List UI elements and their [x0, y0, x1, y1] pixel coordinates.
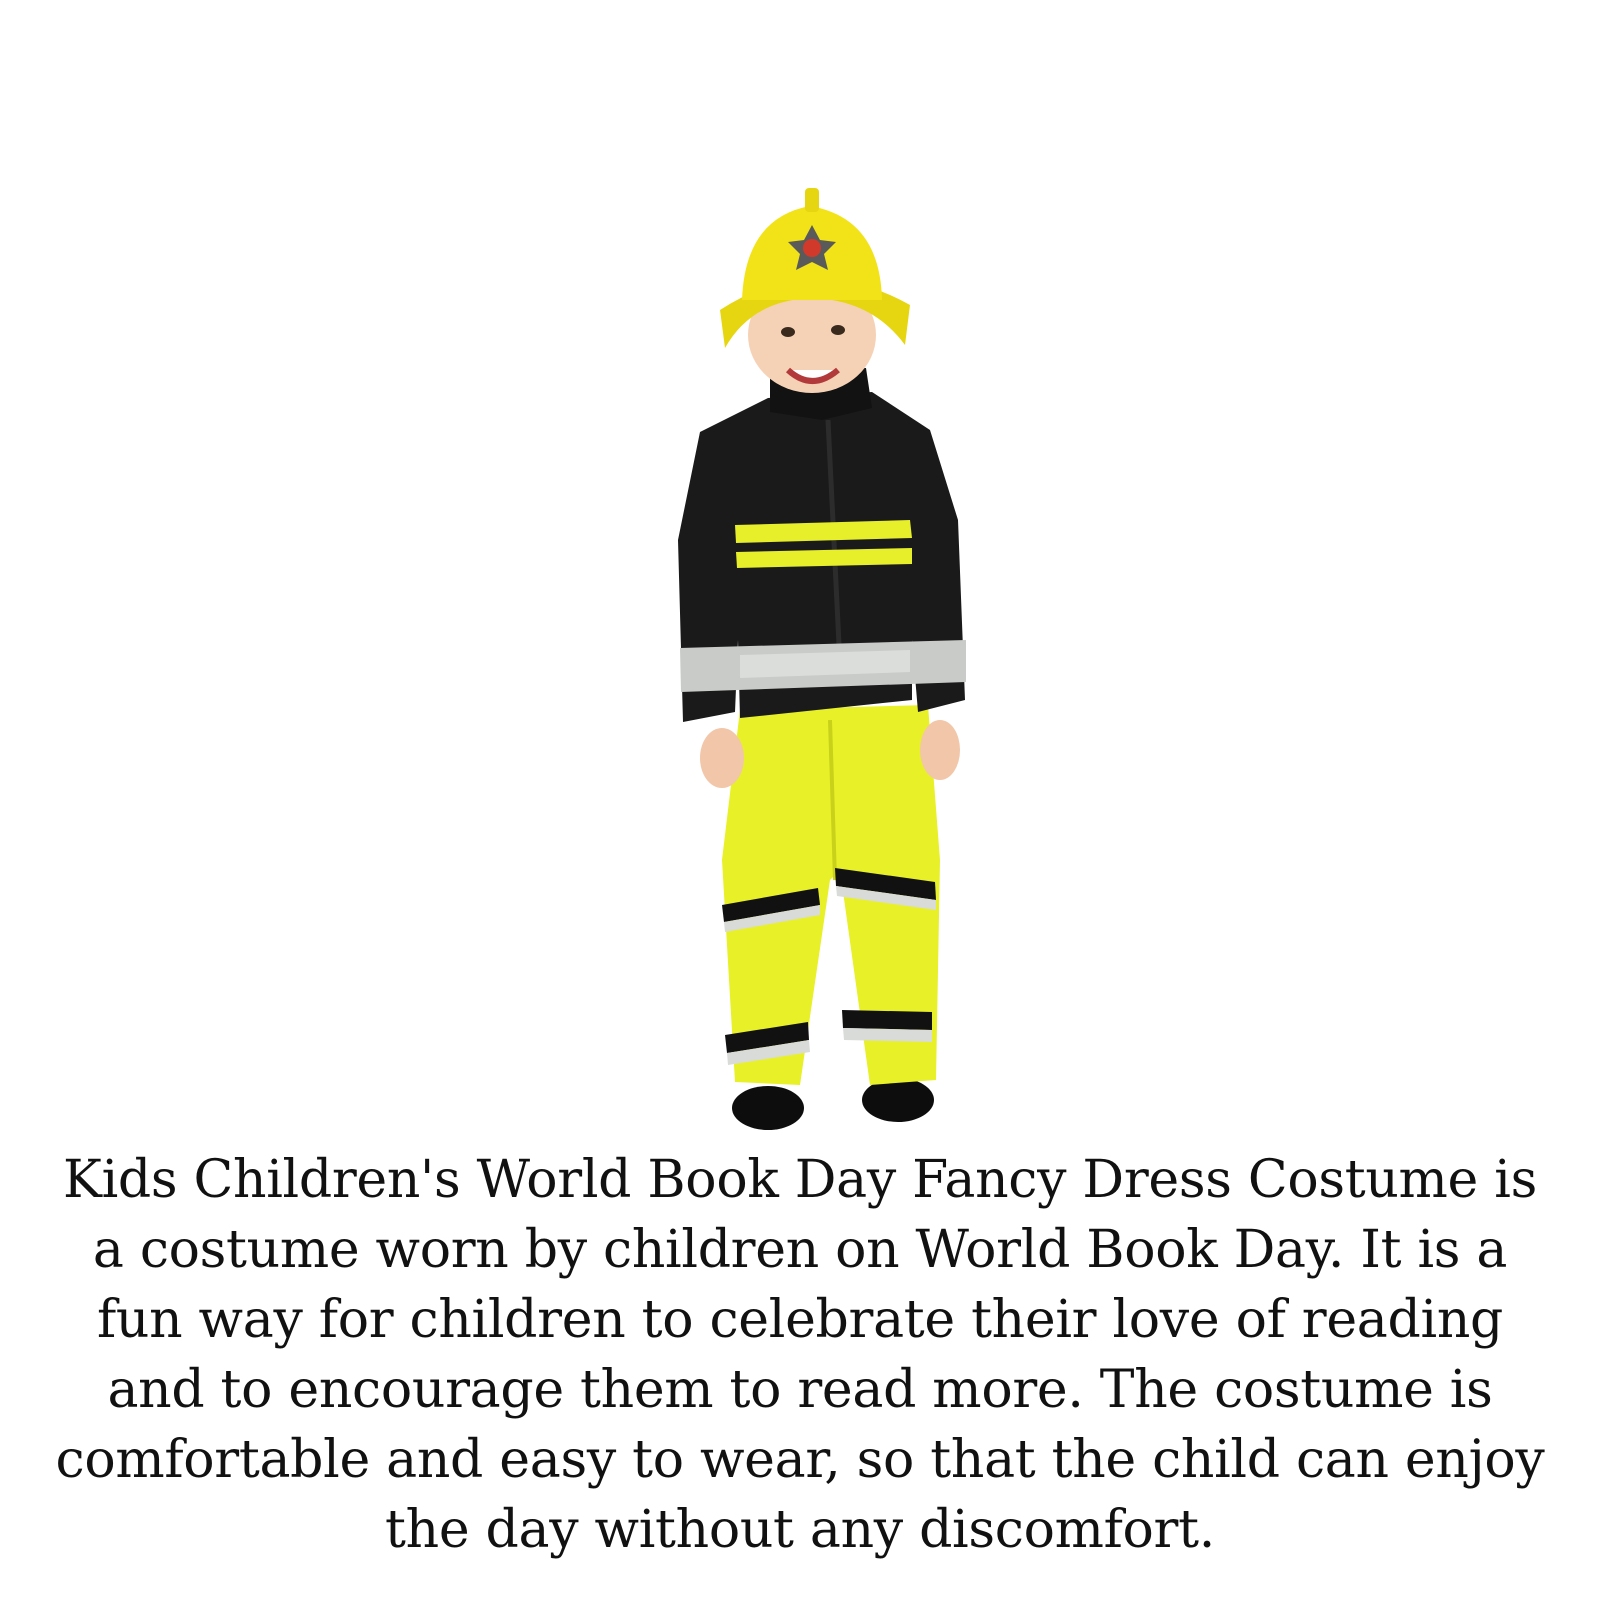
product-description: Kids Children's World Book Day Fancy Dress Costume is a costume worn by children on World Book Day. It is a fun way for children to celebrate their love of reading and to encourage them to read more. The costume is comfortable and easy to wear, so that the child can enjoy the day without any discomfort.: [55, 1150, 1545, 1560]
left-boot: [732, 1086, 804, 1130]
jacket: [678, 368, 966, 722]
trousers: [722, 705, 940, 1085]
left-hand: [700, 728, 744, 788]
right-hand: [920, 720, 960, 780]
